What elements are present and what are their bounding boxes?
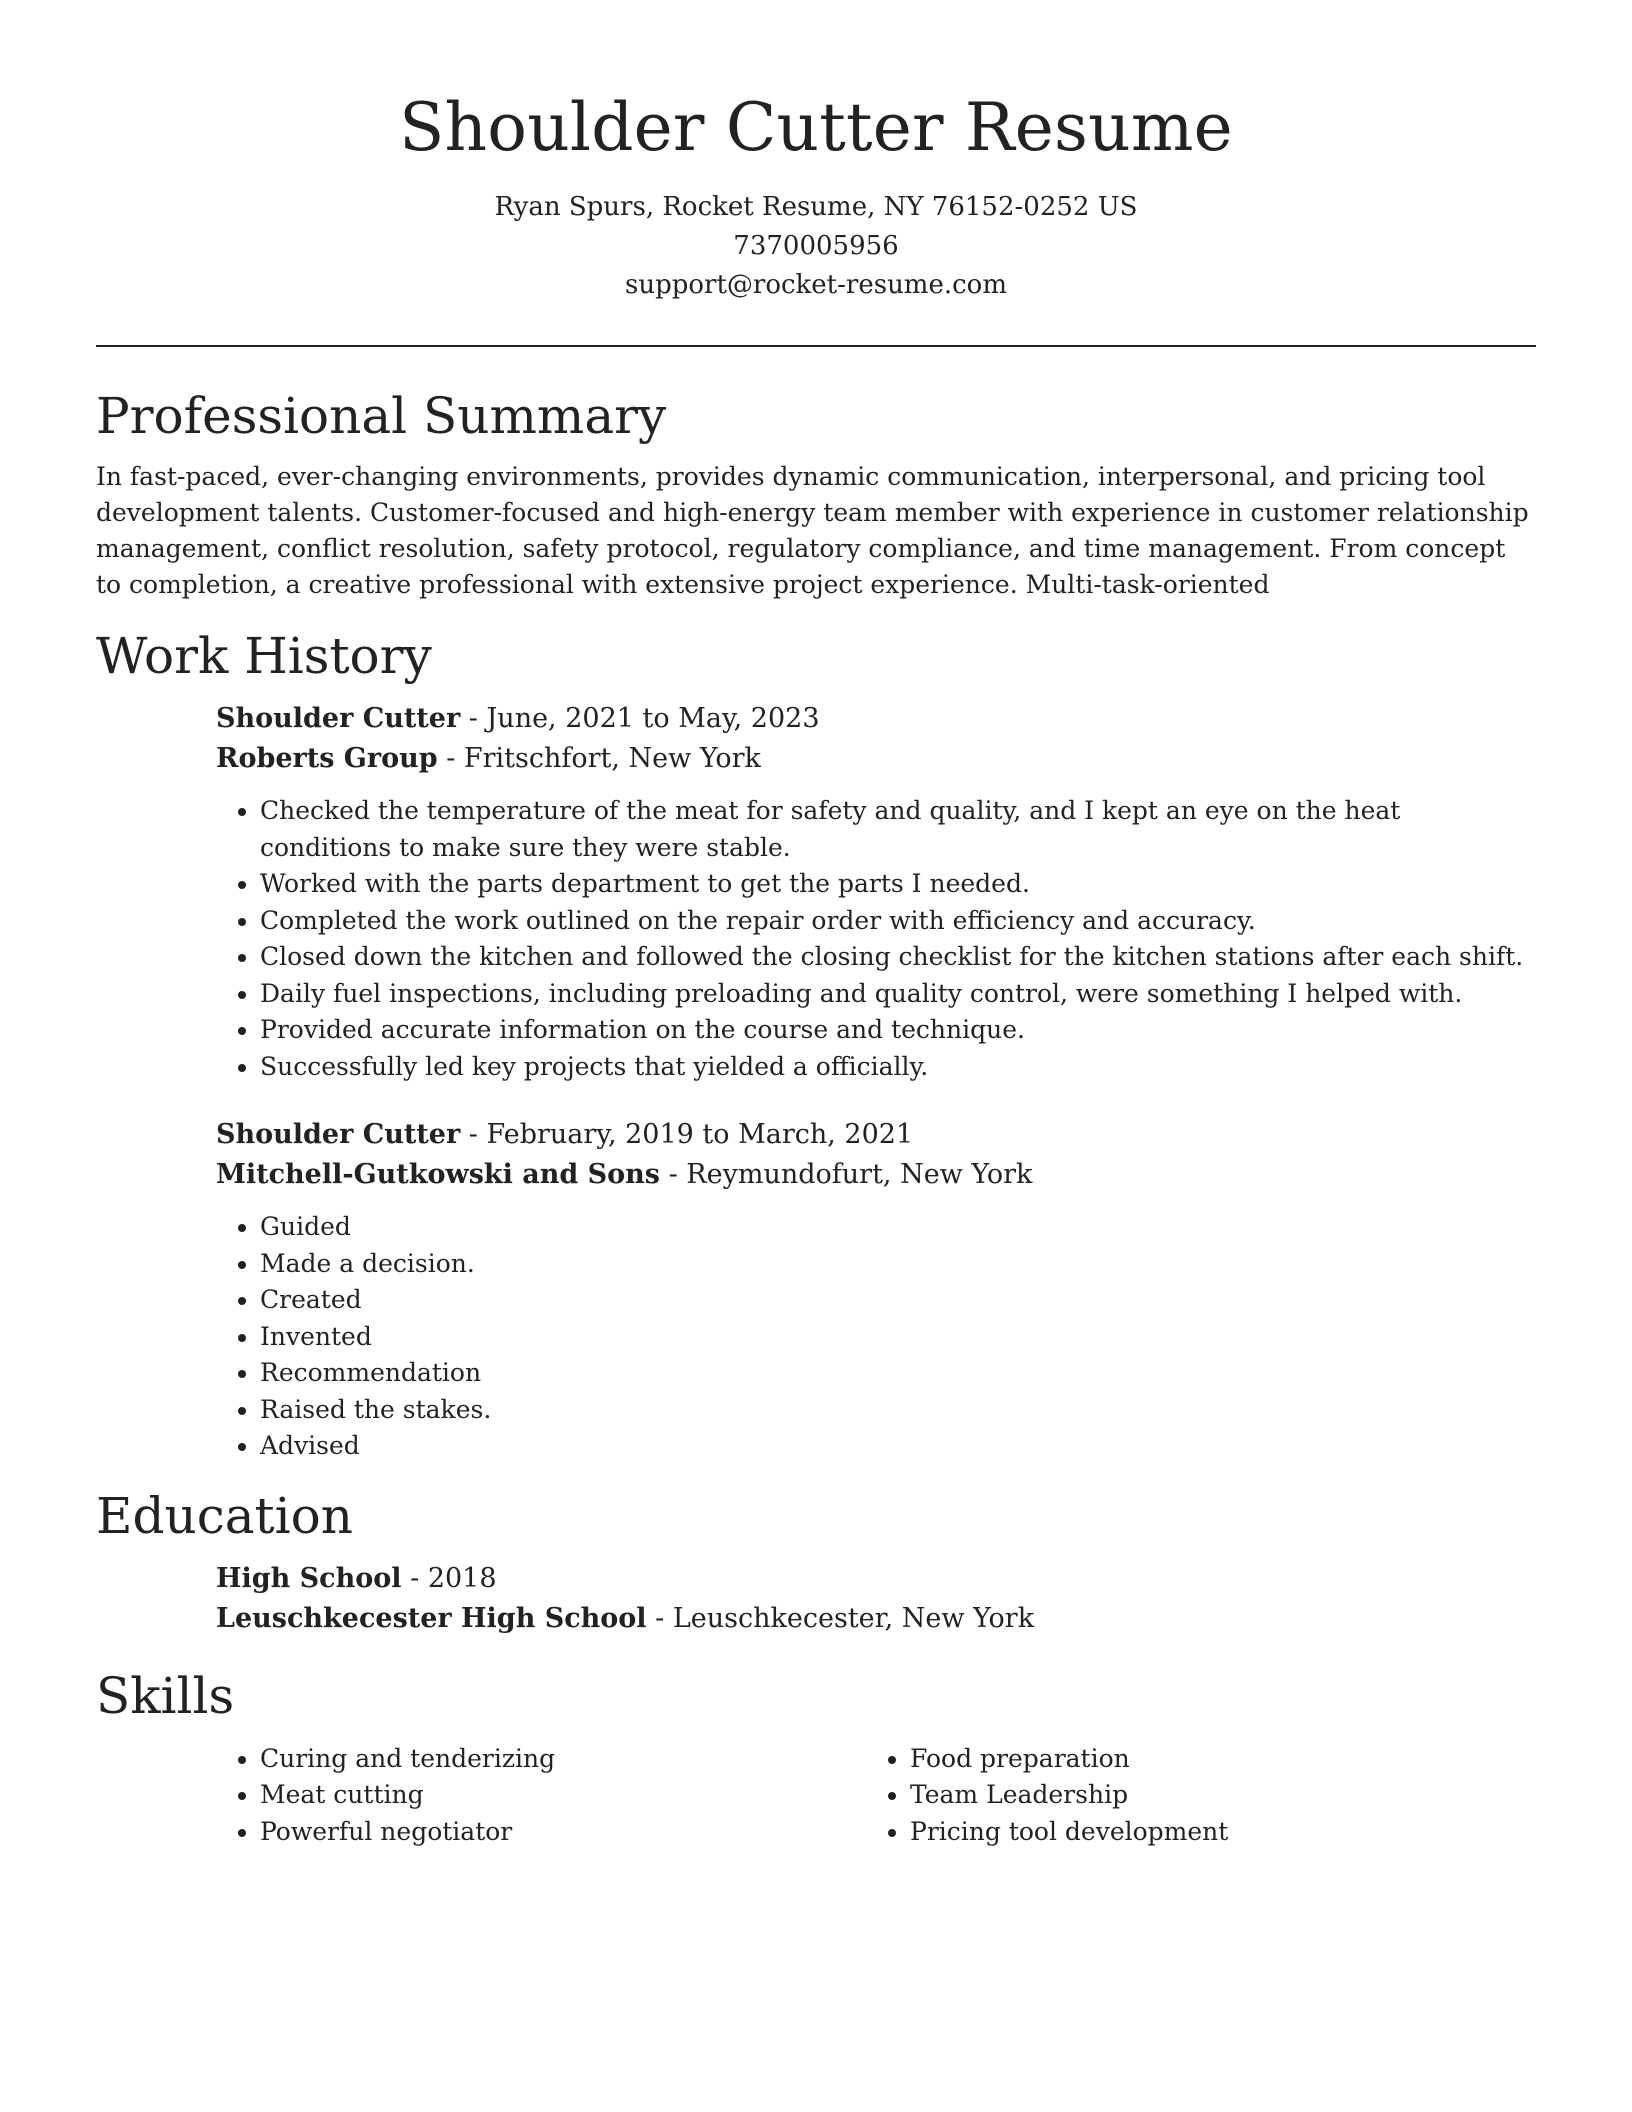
list-item: • Worked with the parts department to get the parts I needed. xyxy=(260,866,1536,903)
job-title-line xyxy=(216,699,1536,739)
education-entry xyxy=(216,1559,1536,1639)
skills-list-right xyxy=(866,1741,1516,1851)
list-item: • Completed the work outlined on the repair order with efficiency and accuracy. xyxy=(260,903,1536,940)
skill-item: • Team Leadership xyxy=(910,1777,1516,1814)
skill-item: • Powerful negotiator xyxy=(260,1814,866,1851)
list-item: • Daily fuel inspections, including preloading and quality control, were something I helped with. xyxy=(260,976,1536,1013)
job-bullets xyxy=(216,793,1536,1085)
education-section xyxy=(96,1485,1536,1639)
education-school-line xyxy=(216,1599,1536,1639)
contact-email: support@rocket-resume.com xyxy=(624,270,1007,300)
job-location: - Reymundofurt, New York xyxy=(660,1159,1033,1190)
list-item: • Created xyxy=(260,1282,1536,1319)
work-history-heading: Work History xyxy=(96,627,432,685)
summary-section xyxy=(96,385,1536,603)
job-dates: - June, 2021 to May, 2023 xyxy=(460,703,820,734)
skill-item: • Food preparation xyxy=(910,1741,1516,1778)
contact-info xyxy=(96,188,1536,305)
contact-phone: 7370005956 xyxy=(733,231,899,261)
work-history-section xyxy=(96,625,1536,1465)
skills-grid xyxy=(216,1727,1536,1851)
job-title: Shoulder Cutter xyxy=(216,703,461,734)
resume-page xyxy=(96,0,1536,1850)
list-item: • Recommendation xyxy=(260,1355,1536,1392)
list-item: • Successfully led key projects that yielded a officially. xyxy=(260,1049,1536,1086)
list-item: • Made a decision. xyxy=(260,1246,1536,1283)
list-item: • Advised xyxy=(260,1428,1536,1465)
job-company-line xyxy=(216,739,1536,779)
resume-title: Shoulder Cutter Resume xyxy=(399,89,1233,166)
job-entry xyxy=(216,1115,1536,1465)
list-item: • Guided xyxy=(260,1209,1536,1246)
list-item: • Checked the temperature of the meat for safety and quality, and I kept an eye on the heat conditions to make sure they were stable. xyxy=(260,793,1536,866)
education-heading: Education xyxy=(96,1486,353,1545)
summary-heading: Professional Summary xyxy=(96,387,667,445)
job-entry xyxy=(216,699,1536,1085)
job-bullets xyxy=(216,1209,1536,1465)
skills-heading: Skills xyxy=(96,1666,235,1725)
education-location: - Leuschkecester, New York xyxy=(646,1602,1035,1634)
contact-address: Ryan Spurs, Rocket Resume, NY 76152-0252 US xyxy=(494,192,1138,222)
job-location: - Fritschfort, New York xyxy=(437,743,761,774)
list-item: • Provided accurate information on the course and technique. xyxy=(260,1012,1536,1049)
job-title-line xyxy=(216,1115,1536,1155)
job-company-line xyxy=(216,1155,1536,1195)
list-item: • Closed down the kitchen and followed the closing checklist for the kitchen stations after each shift. xyxy=(260,939,1536,976)
education-degree: High School xyxy=(216,1562,402,1594)
skill-item: • Pricing tool development xyxy=(910,1814,1516,1851)
education-school: Leuschkecester High School xyxy=(216,1602,647,1634)
job-dates: - February, 2019 to March, 2021 xyxy=(460,1119,914,1150)
skills-column-right xyxy=(866,1727,1516,1851)
skill-item: • Meat cutting xyxy=(260,1777,866,1814)
list-item: • Invented xyxy=(260,1319,1536,1356)
skills-list-left xyxy=(216,1741,866,1851)
skills-section xyxy=(96,1665,1536,1851)
header-divider xyxy=(96,345,1536,347)
education-year: - 2018 xyxy=(401,1562,497,1594)
job-company: Mitchell-Gutkowski and Sons xyxy=(216,1159,661,1190)
job-company: Roberts Group xyxy=(216,743,438,774)
summary-text: In fast-paced, ever-changing environments, provides dynamic communication, interpersonal, and pricing tool development talents. Customer-focused and high-energy team member with experience in customer relationship management, conflict resolution, safety protocol, regulatory compliance, and time management. From concept to completion, a creative professional with extensive project experience. Multi-task-oriented xyxy=(96,462,1529,599)
skill-item: • Curing and tenderizing xyxy=(260,1741,866,1778)
list-item: • Raised the stakes. xyxy=(260,1392,1536,1429)
skills-column-left xyxy=(216,1727,866,1851)
education-degree-line xyxy=(216,1559,1536,1599)
job-title: Shoulder Cutter xyxy=(216,1119,461,1150)
